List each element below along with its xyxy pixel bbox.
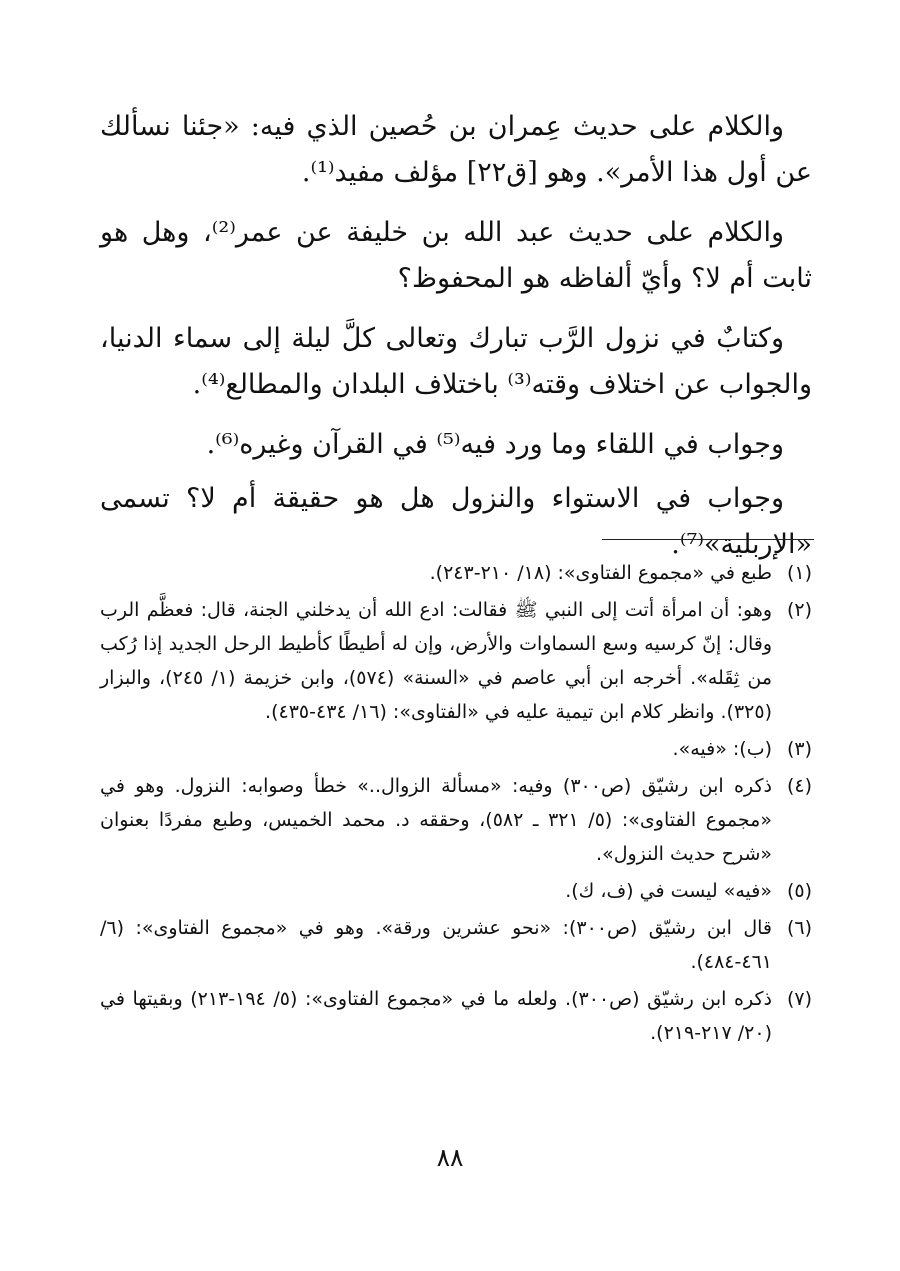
main-paragraph: والكلام على حديث عِمران بن حُصين الذي فيه: «جئنا نسألك عن أول هذا الأمر». وهو [ق٢٢] مؤلف مفيد⁽¹⁾. bbox=[100, 111, 812, 188]
footnote-text: «فيه» ليست في (ف، ك). bbox=[565, 880, 772, 902]
footnote-number: (١) bbox=[786, 562, 812, 584]
main-text bbox=[100, 104, 812, 582]
main-paragraph: وجواب في الاستواء والنزول هل هو حقيقة أم لا؟ تسمى «الإربلية»⁽⁷⁾. bbox=[100, 483, 812, 560]
footnotes bbox=[100, 556, 812, 1053]
footnote-number: (٥) bbox=[786, 880, 812, 902]
footnote bbox=[100, 593, 812, 729]
footnote bbox=[100, 874, 812, 908]
footnote-text: (ب): «فيه». bbox=[672, 738, 772, 760]
footnote bbox=[100, 732, 812, 766]
page-number: ٨٨ bbox=[436, 1143, 464, 1172]
footnote bbox=[100, 982, 812, 1050]
footnote-number: (٦) bbox=[786, 917, 812, 939]
main-paragraph: وجواب في اللقاء وما ورد فيه⁽⁵⁾ في القرآن وغيره⁽⁶⁾. bbox=[206, 429, 784, 460]
footnote-text: قال ابن رشيّق (ص٣٠٠): «نحو عشرين ورقة». وهو في «مجموع الفتاوى»: (٦/ ٤٦١-٤٨٤). bbox=[100, 917, 773, 973]
footnote-text: ذكره ابن رشيّق (ص٣٠٠). ولعله ما في «مجموع الفتاوى»: (٥/ ١٩٤-٢١٣) وبقيتها في (٢٠/ ٢١٧-٢١٩). bbox=[100, 988, 773, 1044]
main-paragraph: والكلام على حديث عبد الله بن خليفة عن عمر⁽²⁾، وهل هو ثابت أم لا؟ وأيّ ألفاظه هو المحفوظ؟ bbox=[100, 217, 812, 294]
footnote-number: (٤) bbox=[786, 775, 812, 797]
footnote bbox=[100, 556, 812, 590]
footnote-text: طبع في «مجموع الفتاوى»: (١٨/ ٢١٠-٢٤٣). bbox=[429, 562, 772, 584]
footnote bbox=[100, 911, 812, 979]
footnote-number: (٢) bbox=[786, 599, 812, 621]
footnote-number: (٣) bbox=[786, 738, 812, 760]
footnote-text: وهو: أن امرأة أتت إلى النبي ﷺ فقالت: ادع الله أن يدخلني الجنة، قال: فعظَّم الرب وقال: إنّ كرسيه وسع السماوات والأرض، وإن له أطيطًا كأطيط الرحل الجديد إذا رُكب من ثِقَله». أخرجه ابن أبي عاصم في «السنة» (٥٧٤)، وابن خزيمة (١/ ٢٤٥)، والبزار (٣٢٥). وانظر كلام ابن تيمية عليه في «الفتاوى»: (١٦/ ٤٣٤-٤٣٥). bbox=[100, 599, 772, 723]
footnote bbox=[100, 769, 812, 871]
footnote-text: ذكره ابن رشيّق (ص٣٠٠) وفيه: «مسألة الزوال..» خطأ وصوابه: النزول. وهو في «مجموع الفتاوى»: (٥/ ٣٢١ ـ ٥٨٢)، وحققه د. محمد الخميس، وطبع مفردًا بعنوان «شرح حديث النزول». bbox=[100, 775, 772, 865]
footnote-number: (٧) bbox=[786, 988, 812, 1010]
main-paragraph: وكتابٌ في نزول الرَّب تبارك وتعالى كلَّ ليلة إلى سماء الدنيا، والجواب عن اختلاف وقته⁽³⁾ باختلاف البلدان والمطالع⁽⁴⁾. bbox=[100, 323, 812, 400]
footnote-separator bbox=[602, 539, 814, 540]
